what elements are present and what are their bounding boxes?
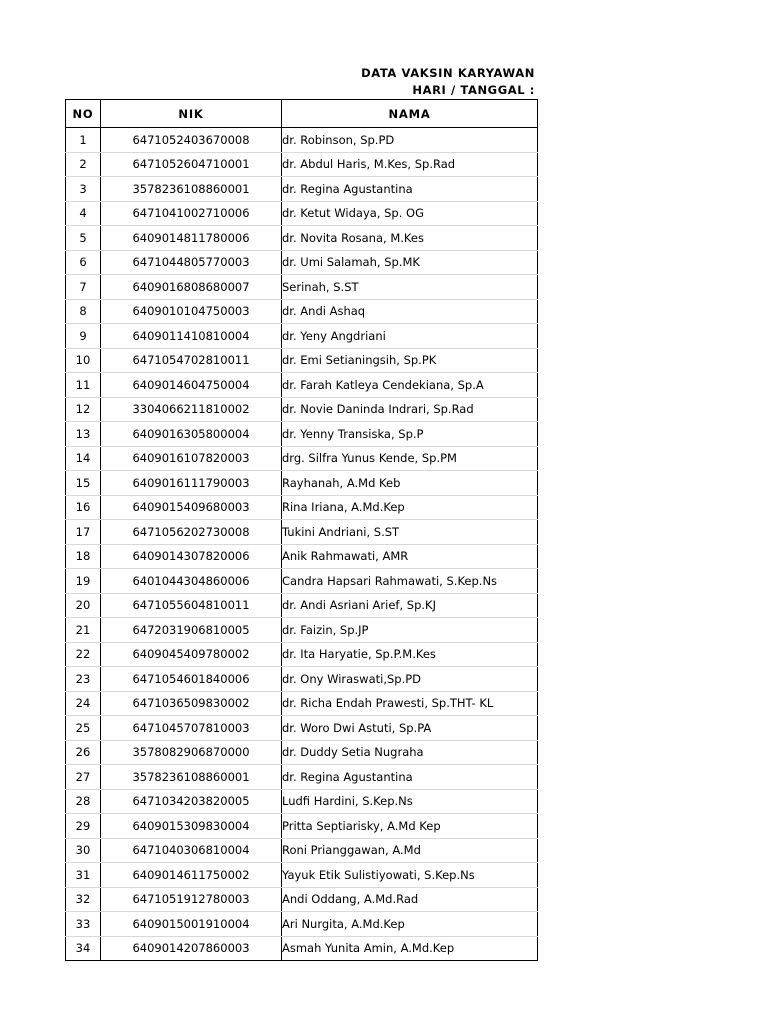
nik-cell: 6471055604810011 [101,593,282,618]
row-number-cell: 16 [66,495,101,520]
nik-cell: 6409016107820003 [101,446,282,471]
name-cell: dr. Yenny Transiska, Sp.P [282,422,538,447]
name-cell: Ludfi Hardini, S.Kep.Ns [282,789,538,814]
name-cell: dr. Emi Setianingsih, Sp.PK [282,348,538,373]
row-number-cell: 27 [66,765,101,790]
nik-cell: 6409011410810004 [101,324,282,349]
table-row [66,691,538,716]
table-body [66,128,538,961]
row-number-cell: 12 [66,397,101,422]
nik-cell: 6471052403670008 [101,128,282,153]
table-row [66,593,538,618]
name-cell: Rina Iriana, A.Md.Kep [282,495,538,520]
name-cell: Anik Rahmawati, AMR [282,544,538,569]
row-number-cell: 21 [66,618,101,643]
nik-cell: 3304066211810002 [101,397,282,422]
name-cell: dr. Ony Wiraswati,Sp.PD [282,667,538,692]
row-number-cell: 1 [66,128,101,153]
table-row [66,152,538,177]
table-row [66,642,538,667]
name-cell: dr. Ketut Widaya, Sp. OG [282,201,538,226]
row-number-cell: 34 [66,936,101,961]
table-row [66,250,538,275]
name-cell: dr. Duddy Setia Nugraha [282,740,538,765]
name-cell: Candra Hapsari Rahmawati, S.Kep.Ns [282,569,538,594]
nik-cell: 6471041002710006 [101,201,282,226]
row-number-cell: 18 [66,544,101,569]
row-number-cell: 11 [66,373,101,398]
name-cell: dr. Woro Dwi Astuti, Sp.PA [282,716,538,741]
nik-cell: 3578236108860001 [101,765,282,790]
date-label: HARI / TANGGAL : [412,83,535,97]
name-cell: dr. Novie Daninda Indrari, Sp.Rad [282,397,538,422]
table-row [66,912,538,937]
name-cell: Rayhanah, A.Md Keb [282,471,538,496]
table-row [66,667,538,692]
nik-cell: 3578236108860001 [101,177,282,202]
name-cell: dr. Andi Ashaq [282,299,538,324]
name-cell: Andi Oddang, A.Md.Rad [282,887,538,912]
row-number-cell: 25 [66,716,101,741]
row-number-cell: 4 [66,201,101,226]
table-row [66,446,538,471]
table-row [66,936,538,961]
name-cell: dr. Umi Salamah, Sp.MK [282,250,538,275]
name-cell: dr. Faizin, Sp.JP [282,618,538,643]
row-number-cell: 26 [66,740,101,765]
table-row [66,544,538,569]
name-cell: Pritta Septiarisky, A.Md Kep [282,814,538,839]
name-cell: dr. Andi Asriani Arief, Sp.KJ [282,593,538,618]
row-number-cell: 5 [66,226,101,251]
table-row [66,740,538,765]
table-row [66,814,538,839]
table-row [66,201,538,226]
nik-cell: 6409015409680003 [101,495,282,520]
name-cell: dr. Richa Endah Prawesti, Sp.THT- KL [282,691,538,716]
row-number-cell: 23 [66,667,101,692]
nik-cell: 6409016305800004 [101,422,282,447]
row-number-cell: 2 [66,152,101,177]
table-row [66,128,538,153]
table-row [66,765,538,790]
name-cell: dr. Farah Katleya Cendekiana, Sp.A [282,373,538,398]
name-cell: Yayuk Etik Sulistiyowati, S.Kep.Ns [282,863,538,888]
name-cell: Roni Prianggawan, A.Md [282,838,538,863]
row-number-cell: 22 [66,642,101,667]
column-header-nik: NIK [101,100,282,128]
table-header-row [66,100,538,128]
nik-cell: 6409014604750004 [101,373,282,398]
nik-cell: 6471036509830002 [101,691,282,716]
row-number-cell: 13 [66,422,101,447]
row-number-cell: 7 [66,275,101,300]
nik-cell: 6471056202730008 [101,520,282,545]
row-number-cell: 29 [66,814,101,839]
table-row [66,863,538,888]
nik-cell: 6471052604710001 [101,152,282,177]
nik-cell: 6471054702810011 [101,348,282,373]
name-cell: dr. Regina Agustantina [282,765,538,790]
table-row [66,177,538,202]
name-cell: dr. Yeny Angdriani [282,324,538,349]
row-number-cell: 32 [66,887,101,912]
name-cell: Tukini Andriani, S.ST [282,520,538,545]
table-row [66,716,538,741]
table-row [66,495,538,520]
table-row [66,275,538,300]
name-cell: dr. Novita Rosana, M.Kes [282,226,538,251]
row-number-cell: 33 [66,912,101,937]
table-row [66,520,538,545]
row-number-cell: 24 [66,691,101,716]
nik-cell: 6409014207860003 [101,936,282,961]
table-row [66,324,538,349]
name-cell: drg. Silfra Yunus Kende, Sp.PM [282,446,538,471]
name-cell: dr. Ita Haryatie, Sp.P.M.Kes [282,642,538,667]
name-cell: Serinah, S.ST [282,275,538,300]
nik-cell: 6472031906810005 [101,618,282,643]
table-row [66,348,538,373]
row-number-cell: 19 [66,569,101,594]
nik-cell: 6409016808680007 [101,275,282,300]
table-row [66,373,538,398]
column-header-nama: NAMA [282,100,538,128]
table-row [66,887,538,912]
row-number-cell: 3 [66,177,101,202]
nik-cell: 6471054601840006 [101,667,282,692]
name-cell: dr. Regina Agustantina [282,177,538,202]
table-row [66,789,538,814]
nik-cell: 6409014611750002 [101,863,282,888]
name-cell: Ari Nurgita, A.Md.Kep [282,912,538,937]
row-number-cell: 15 [66,471,101,496]
nik-cell: 6409014811780006 [101,226,282,251]
name-cell: dr. Robinson, Sp.PD [282,128,538,153]
nik-cell: 6471040306810004 [101,838,282,863]
row-number-cell: 9 [66,324,101,349]
name-cell: Asmah Yunita Amin, A.Md.Kep [282,936,538,961]
table-row [66,422,538,447]
table-row [66,299,538,324]
vaccine-data-table [65,99,538,961]
row-number-cell: 14 [66,446,101,471]
nik-cell: 6471034203820005 [101,789,282,814]
row-number-cell: 20 [66,593,101,618]
document-title: DATA VAKSIN KARYAWAN [361,66,535,80]
nik-cell: 6409016111790003 [101,471,282,496]
row-number-cell: 30 [66,838,101,863]
nik-cell: 6409010104750003 [101,299,282,324]
nik-cell: 6409015309830004 [101,814,282,839]
nik-cell: 6409045409780002 [101,642,282,667]
table-row [66,397,538,422]
table-row [66,471,538,496]
row-number-cell: 28 [66,789,101,814]
table-row [66,226,538,251]
nik-cell: 6409014307820006 [101,544,282,569]
table-row [66,838,538,863]
row-number-cell: 17 [66,520,101,545]
row-number-cell: 31 [66,863,101,888]
nik-cell: 6471044805770003 [101,250,282,275]
column-header-no: NO [66,100,101,128]
table-row [66,569,538,594]
nik-cell: 6471051912780003 [101,887,282,912]
row-number-cell: 10 [66,348,101,373]
table-row [66,618,538,643]
nik-cell: 6401044304860006 [101,569,282,594]
row-number-cell: 6 [66,250,101,275]
nik-cell: 3578082906870000 [101,740,282,765]
nik-cell: 6471045707810003 [101,716,282,741]
name-cell: dr. Abdul Haris, M.Kes, Sp.Rad [282,152,538,177]
nik-cell: 6409015001910004 [101,912,282,937]
row-number-cell: 8 [66,299,101,324]
